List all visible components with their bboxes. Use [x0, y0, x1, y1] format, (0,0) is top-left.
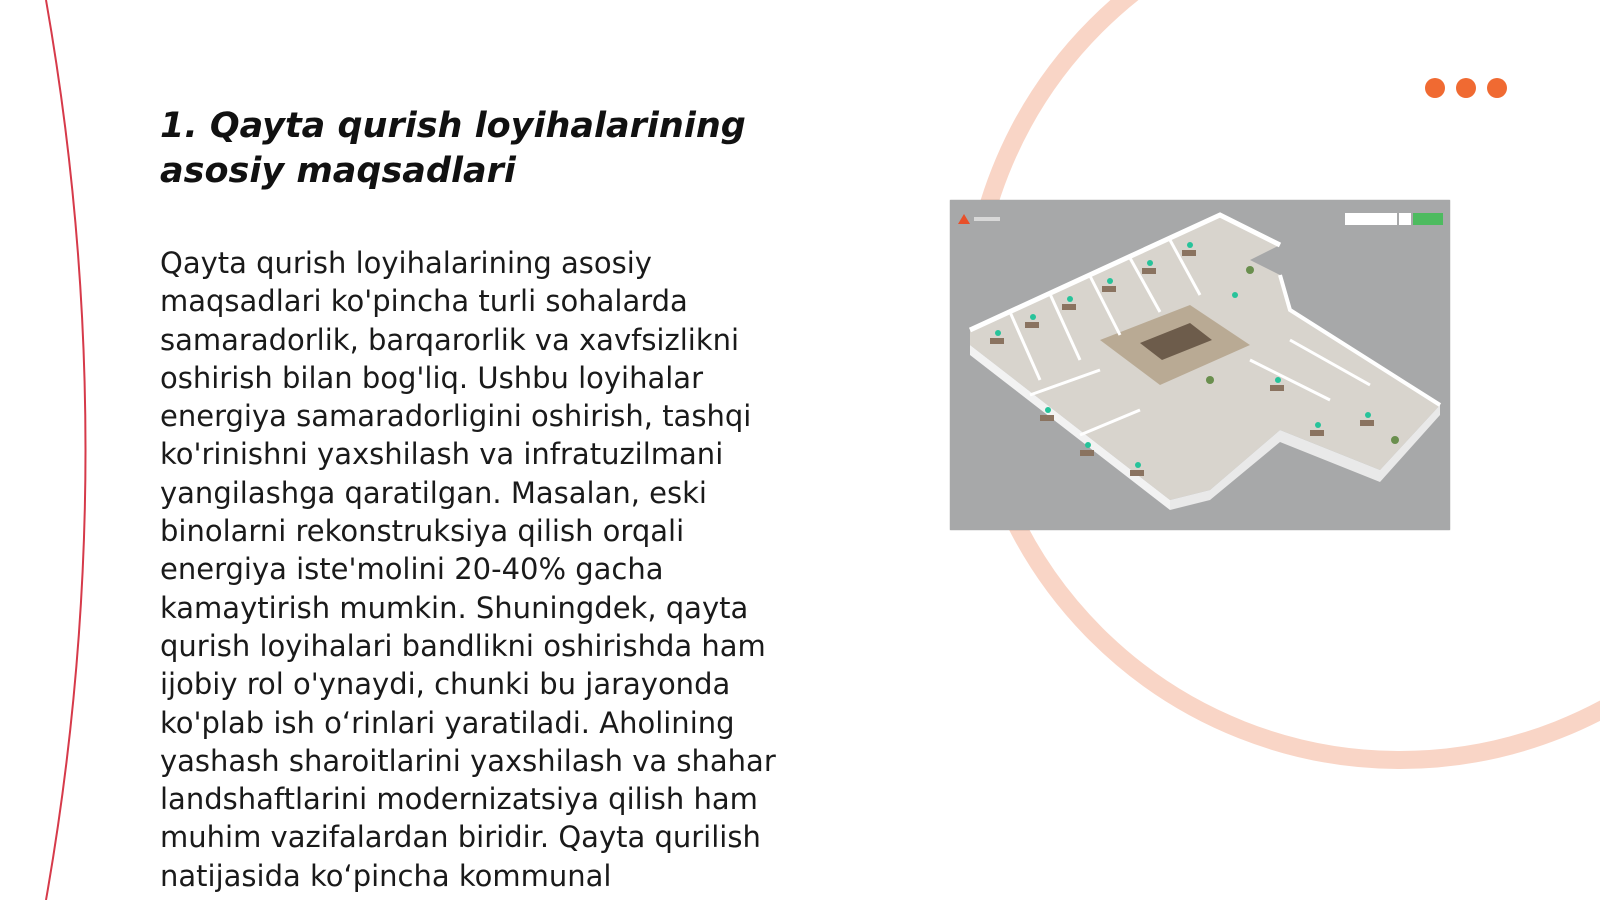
office-3d-floorplan-image — [950, 200, 1450, 530]
dot-icon — [1456, 78, 1476, 98]
menu-dots-icon — [1425, 78, 1507, 98]
app-logo-icon — [958, 214, 970, 224]
floorplan-illustration — [970, 215, 1440, 510]
left-red-curve — [46, 0, 86, 900]
dot-icon — [1425, 78, 1445, 98]
slide-title: 1. Qayta qurish loyihalarining asosiy maqsadlari — [160, 106, 746, 191]
slide-body-text: Qayta qurish loyihalarining asosiy maqsadlari ko'pincha turli sohalarda samaradorlik, barqarorlik va xavfsizlikni oshirish bilan bog'liq. Ushbu loyihalar energiya samaradorligini oshirish, tashqi ko'rinishni yaxshilash va infratuzilmani yangilashga qaratilgan. Masalan, eski binolarni rekonstruksiya qilish orqali energiya iste'molini 20-40% gacha kamaytirish mumkin. Shuningdek, qayta qurish loyihalari bandlikni oshirishda ham ijobiy rol o'ynaydi, chunki bu jarayonda ko'plab ish o‘rinlari yaratiladi. Aholining yashash sharoitlarini yaxshilash va shahar landshaftlarini modernizatsiya qilish ham muhim vazifalardan biridir. Qayta qurilish natijasida ko‘pincha kommunal — [160, 246, 776, 893]
dot-icon — [1487, 78, 1507, 98]
